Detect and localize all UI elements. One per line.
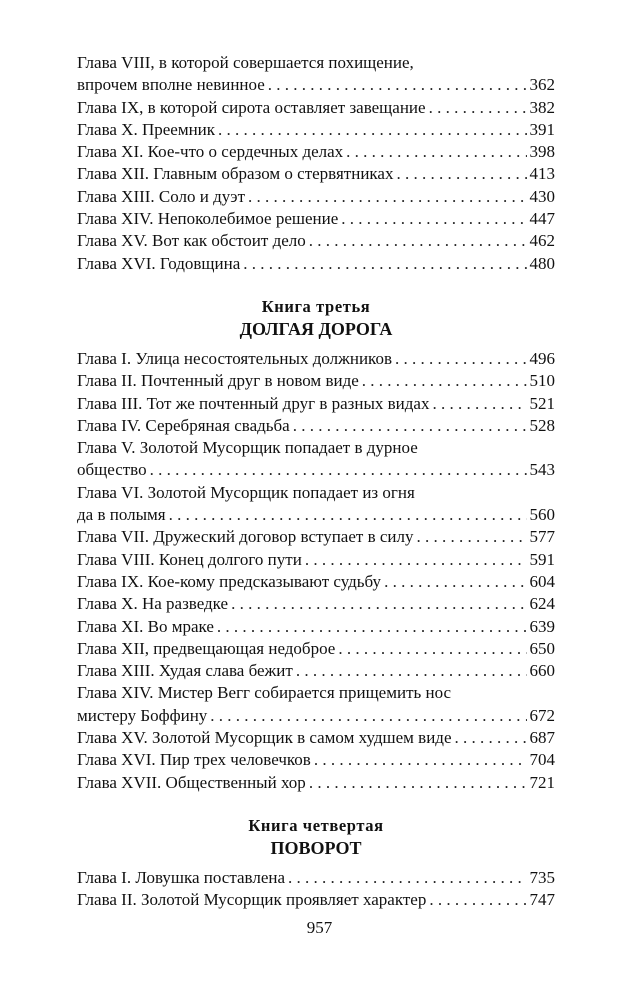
dot-leader xyxy=(396,163,526,185)
toc-entry-page: 560 xyxy=(529,505,555,525)
toc-entry-title-line2: впрочем вполне невинное xyxy=(77,75,265,95)
toc-entry-page: 735 xyxy=(529,867,555,887)
toc-entry-page: 528 xyxy=(529,415,555,435)
dot-leader xyxy=(243,253,526,275)
toc-entry-page: 362 xyxy=(529,75,555,95)
toc-entry-page: 521 xyxy=(529,393,555,413)
toc-entry-title: Глава XII. Главным образом о стервятниках xyxy=(77,164,394,184)
dot-leader xyxy=(288,867,526,889)
toc-entry-title: Глава XV. Вот как обстоит дело xyxy=(77,231,306,251)
dot-leader xyxy=(169,504,527,526)
toc-entry xyxy=(77,186,555,208)
toc-entry-page: 447 xyxy=(529,209,555,229)
toc-entry xyxy=(77,749,555,771)
book-four-heading xyxy=(77,815,555,860)
toc-entry-page: 413 xyxy=(529,164,555,184)
toc-entry-page: 382 xyxy=(529,97,555,117)
toc-entry xyxy=(77,616,555,638)
dot-leader xyxy=(346,141,526,163)
toc-entry-title: Глава VII. Дружеский договор вступает в силу xyxy=(77,527,414,547)
book-three-label: Книга третья xyxy=(261,296,371,316)
dot-leader xyxy=(314,749,527,771)
toc-entry-title-line1: Глава V. Золотой Мусорщик попадает в дурное xyxy=(77,438,418,458)
toc-entry-title: Глава I. Ловушка поставлена xyxy=(77,867,286,887)
toc-entry-page: 650 xyxy=(529,638,555,658)
dot-leader xyxy=(231,593,526,615)
toc-entry xyxy=(77,97,555,119)
toc-entry-title-line1: Глава VIII, в которой совершается похищение, xyxy=(77,53,414,72)
toc-entry-page: 577 xyxy=(529,527,555,547)
toc-entry xyxy=(77,415,555,437)
toc-entry-title: Глава XV. Золотой Мусорщик в самом худшем виде xyxy=(77,728,452,748)
dot-leader xyxy=(309,772,527,794)
toc-entry-title: Глава XI. Во мраке xyxy=(77,616,214,636)
toc-entry xyxy=(77,549,555,571)
toc-entry-page: 639 xyxy=(529,616,555,636)
toc-entry-page: 704 xyxy=(529,750,555,770)
toc-entry xyxy=(77,660,555,682)
toc-entry-title: Глава II. Золотой Мусорщик проявляет характер xyxy=(77,890,427,910)
toc-list-continued xyxy=(77,52,555,275)
toc-entry-page: 687 xyxy=(529,728,555,748)
toc-entry xyxy=(77,141,555,163)
page-number: 957 xyxy=(306,918,333,937)
dot-leader xyxy=(338,638,526,660)
dot-leader xyxy=(217,616,527,638)
toc-entry-title: Глава XIII. Худая слава бежит xyxy=(77,661,293,681)
toc-entry-page: 672 xyxy=(529,705,555,725)
toc-entry-title-line2: мистеру Боффину xyxy=(77,705,208,725)
toc-entry-page: 624 xyxy=(529,594,555,614)
toc-entry xyxy=(77,52,555,97)
toc-entry-title: Глава IX. Кое-кому предсказывают судьбу xyxy=(77,571,382,591)
toc-entry-page: 510 xyxy=(529,371,555,391)
dot-leader xyxy=(248,186,526,208)
toc-list-book-three xyxy=(77,348,555,794)
toc-entry-title: Глава II. Почтенный друг в новом виде xyxy=(77,371,359,391)
toc-entry xyxy=(77,208,555,230)
toc-entry-page: 496 xyxy=(529,348,555,368)
dot-leader xyxy=(362,370,527,392)
toc-entry xyxy=(77,867,555,889)
dot-leader xyxy=(268,74,527,96)
toc-entry-title: Глава IX, в которой сирота оставляет завещание xyxy=(77,97,426,117)
toc-entry xyxy=(77,119,555,141)
toc-entry xyxy=(77,593,555,615)
toc-entry-title-line1: Глава VI. Золотой Мусорщик попадает из огня xyxy=(77,482,415,502)
toc-entry xyxy=(77,393,555,415)
toc-entry xyxy=(77,772,555,794)
dot-leader xyxy=(429,889,526,911)
toc-entry-title: Глава IV. Серебряная свадьба xyxy=(77,415,290,435)
toc-entry xyxy=(77,682,555,727)
toc-entry xyxy=(77,638,555,660)
table-of-contents xyxy=(77,52,555,912)
toc-entry-title: Глава XVII. Общественный хор xyxy=(77,772,306,792)
toc-entry-page: 398 xyxy=(529,142,555,162)
dot-leader xyxy=(210,705,526,727)
toc-entry-page: 591 xyxy=(529,549,555,569)
book-three-title: ДОЛГАЯ ДОРОГА xyxy=(239,318,393,339)
dot-leader xyxy=(296,660,527,682)
toc-entry xyxy=(77,230,555,252)
dot-leader xyxy=(305,549,527,571)
toc-entry-title-line2: да в полымя xyxy=(77,505,166,525)
toc-entry xyxy=(77,727,555,749)
dot-leader xyxy=(416,526,526,548)
toc-entry-title: Глава I. Улица несостоятельных должников xyxy=(77,348,392,368)
dot-leader xyxy=(341,208,526,230)
toc-entry-title: Глава X. Преемник xyxy=(77,119,216,139)
toc-entry-title: Глава X. На разведке xyxy=(77,594,229,614)
toc-entry xyxy=(77,348,555,370)
toc-entry xyxy=(77,437,555,482)
book-four-title: ПОВОРОТ xyxy=(270,837,362,858)
toc-entry-title: Глава XVI. Пир трех человечков xyxy=(77,750,311,770)
toc-entry-page: 660 xyxy=(529,661,555,681)
toc-entry-page: 543 xyxy=(529,460,555,480)
toc-entry-title-line1: Глава XIV. Мистер Вегг собирается прищемить нос xyxy=(77,683,452,703)
toc-entry xyxy=(77,571,555,593)
book-four-label: Книга четвертая xyxy=(248,815,384,835)
toc-list-book-four xyxy=(77,867,555,912)
toc-entry xyxy=(77,253,555,275)
toc-entry-page: 430 xyxy=(529,186,555,206)
toc-entry-title: Глава XIV. Непоколебимое решение xyxy=(77,209,339,229)
dot-leader xyxy=(218,119,526,141)
toc-entry-page: 391 xyxy=(529,119,555,139)
toc-entry xyxy=(77,526,555,548)
toc-entry xyxy=(77,482,555,527)
toc-entry-page: 462 xyxy=(529,231,555,251)
toc-entry xyxy=(77,370,555,392)
toc-entry xyxy=(77,163,555,185)
toc-entry-title: Глава III. Тот же почтенный друг в разных видах xyxy=(77,393,430,413)
toc-entry-page: 721 xyxy=(529,772,555,792)
toc-entry-page: 480 xyxy=(529,253,555,273)
toc-entry-title: Глава VIII. Конец долгого пути xyxy=(77,549,302,569)
dot-leader xyxy=(309,230,527,252)
toc-entry-title: Глава XVI. Годовщина xyxy=(77,253,241,273)
dot-leader xyxy=(384,571,526,593)
dot-leader xyxy=(455,727,527,749)
dot-leader xyxy=(432,393,526,415)
dot-leader xyxy=(293,415,527,437)
dot-leader xyxy=(429,97,527,119)
dot-leader xyxy=(395,348,527,370)
toc-entry-page: 604 xyxy=(529,571,555,591)
toc-entry-title: Глава XI. Кое-что о сердечных делах xyxy=(77,142,344,162)
toc-entry-title-line2: общество xyxy=(77,460,147,480)
dot-leader xyxy=(150,459,527,481)
toc-entry-title: Глава XII, предвещающая недоброе xyxy=(77,638,336,658)
toc-entry-page: 747 xyxy=(529,890,555,910)
toc-entry-title: Глава XIII. Соло и дуэт xyxy=(77,186,246,206)
book-three-heading xyxy=(77,296,555,341)
toc-entry xyxy=(77,889,555,911)
